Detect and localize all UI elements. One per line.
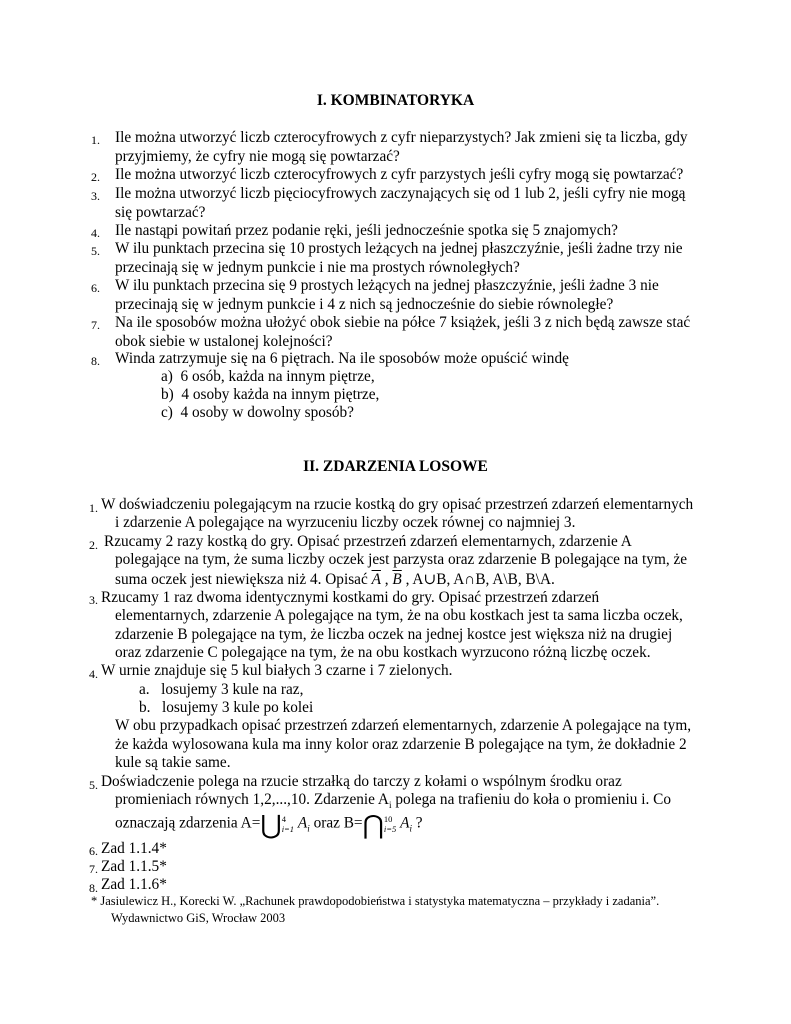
- footnote-continuation: Wydawnictwo GiS, Wrocław 2003: [111, 911, 286, 925]
- list-item-continuation: oznaczają zdarzenia A=⋃4 i=1 $A_i$ oraz B=⋂10 i=5 $A_i$ ?: [115, 810, 423, 840]
- sub-item: a. losujemy 3 kule na raz,: [139, 681, 304, 698]
- item-number: 5.: [91, 244, 100, 258]
- list-item-continuation: promieniach równych 1,2,...,10. Zdarzenie $A_i$ polega na trafieniu do koła o promieniu i. Co: [115, 791, 672, 811]
- list-item: Ile można utworzyć liczb pięciocyfrowych zaczynających się od 1 lub 2, jeśli cyfry nie mogą się powtarzać?: [115, 185, 686, 221]
- list-item: Doświadczenie polega na rzucie strzałką do tarczy z kołami o wspólnym środku oraz: [101, 773, 622, 790]
- list-item-continuation: elementarnych, zdarzenie A polegające na tym, że na obu kostkach jest ta sama liczba oczek,: [115, 607, 683, 624]
- list-item: W ilu punktach przecina się 10 prostych leżących na jednej płaszczyźnie, jeśli żadne trzy nie przecinają się w jednym punkcie i nie ma prostych równoległych?: [115, 240, 683, 276]
- complement-a: $\overline{A}$: [371, 571, 381, 588]
- list-item: Ile można utworzyć liczb czterocyfrowych z cyfr nieparzystych? Jak zmieni się ta liczba, gdy przyjmiemy, że cyfry nie mogą się powtarzać?: [115, 129, 688, 165]
- list-item: Ile nastąpi powitań przez podanie ręki, jeśli jednocześnie spotka się 5 znajomych?: [115, 222, 618, 239]
- item-number: 3.: [89, 593, 98, 607]
- list-item-continuation: oraz zdarzenie C polegające na tym, że na obu kostkach wyrzucono różną liczbę oczek.: [115, 644, 651, 661]
- list-item-continuation: W obu przypadkach opisać przestrzeń zdarzeń elementarnych, zdarzenie A polegające na tym,: [115, 717, 692, 734]
- section-title-zdarzenia: II. ZDARZENIA LOSOWE: [303, 458, 488, 475]
- list-item: Ile można utworzyć liczb czterocyfrowych z cyfr parzystych jeśli cyfry mogą się powtarzać?: [115, 166, 684, 183]
- list-item: Rzucamy 2 razy kostką do gry. Opisać przestrzeń zdarzeń elementarnych, zdarzenie A: [104, 533, 632, 550]
- sub-item: b. losujemy 3 kule po kolei: [139, 699, 314, 716]
- list-item: W ilu punktach przecina się 9 prostych leżących na jednej płaszczyźnie, jeśli żadne 3 nie przecinają się w jednym punkcie i 4 z nich są jednocześnie do siebie równoległe?: [115, 277, 659, 313]
- section-title-kombinatoryka: I. KOMBINATORYKA: [316, 92, 475, 109]
- item-number: 1.: [89, 501, 98, 515]
- item-number: 5.: [89, 778, 98, 792]
- item-number: 4.: [91, 226, 100, 240]
- list-item: Winda zatrzymuje się na 6 piętrach. Na ile sposobów może opuścić windę: [115, 350, 569, 367]
- intersection-symbol: ⋂: [362, 810, 384, 840]
- footnote: * Jasiulewicz H., Korecki W. „Rachunek prawdopodobieństwa i statystyka matematyczna – przykłady i zadania”.: [91, 894, 660, 908]
- list-item-continuation: kule są takie same.: [115, 754, 231, 771]
- list-item: Na ile sposobów można ułożyć obok siebie na półce 7 książek, jeśli 3 z nich będą zawsze stać obok siebie w ustalonej kolejności?: [115, 314, 691, 350]
- item-number: 1.: [91, 133, 100, 147]
- item-number: 2.: [91, 170, 100, 184]
- list-item-continuation: że każda wylosowana kula ma inny kolor oraz zdarzenie B polegające na tym, że dokładnie 2: [115, 736, 687, 753]
- item-number: 4.: [89, 667, 98, 681]
- item-number: 8.: [91, 354, 100, 368]
- list-item: W urnie znajduje się 5 kul białych 3 czarne i 7 zielonych.: [101, 662, 453, 679]
- list-item: Zad 1.1.5*: [101, 858, 167, 875]
- item-number: 7.: [89, 862, 98, 876]
- list-item: W doświadczeniu polegającym na rzucie kostką do gry opisać przestrzeń zdarzeń elementarnych: [101, 496, 694, 513]
- complement-b: $\overline{B}$: [392, 571, 402, 588]
- item-number: 8.: [89, 881, 98, 895]
- list-item-continuation: zdarzenie B polegające na tym, że liczba oczek na jednej kostce jest większa niż na drugiej: [115, 626, 673, 643]
- sub-item: a) 6 osób, każda na innym piętrze,: [161, 368, 375, 385]
- list-item: Zad 1.1.6*: [101, 876, 167, 893]
- sub-item: c) 4 osoby w dowolny sposób?: [161, 404, 354, 421]
- item-number: 2.: [89, 538, 98, 552]
- item-number: 3.: [91, 189, 100, 203]
- item-number: 7.: [91, 318, 100, 332]
- list-item-continuation: suma oczek jest niewiększa niż 4. Opisać $\overline{A}$ , $\overline{B}$ , A∪B, A∩B, A\B, B\A.: [115, 571, 555, 588]
- list-item-continuation: i zdarzenie A polegające na wyrzuceniu liczby oczek równej co najmniej 3.: [115, 514, 576, 531]
- list-item: Rzucamy 1 raz dwoma identycznymi kostkami do gry. Opisać przestrzeń zdarzeń: [101, 589, 600, 606]
- list-item: Zad 1.1.4*: [101, 840, 167, 857]
- sub-item: b) 4 osoby każda na innym piętrze,: [161, 386, 380, 403]
- list-item-continuation: polegające na tym, że suma liczby oczek jest parzysta oraz zdarzenie B polegające na tym, że: [115, 551, 688, 568]
- item-number: 6.: [91, 281, 100, 295]
- union-symbol: ⋃: [260, 810, 282, 840]
- item-number: 6.: [89, 844, 98, 858]
